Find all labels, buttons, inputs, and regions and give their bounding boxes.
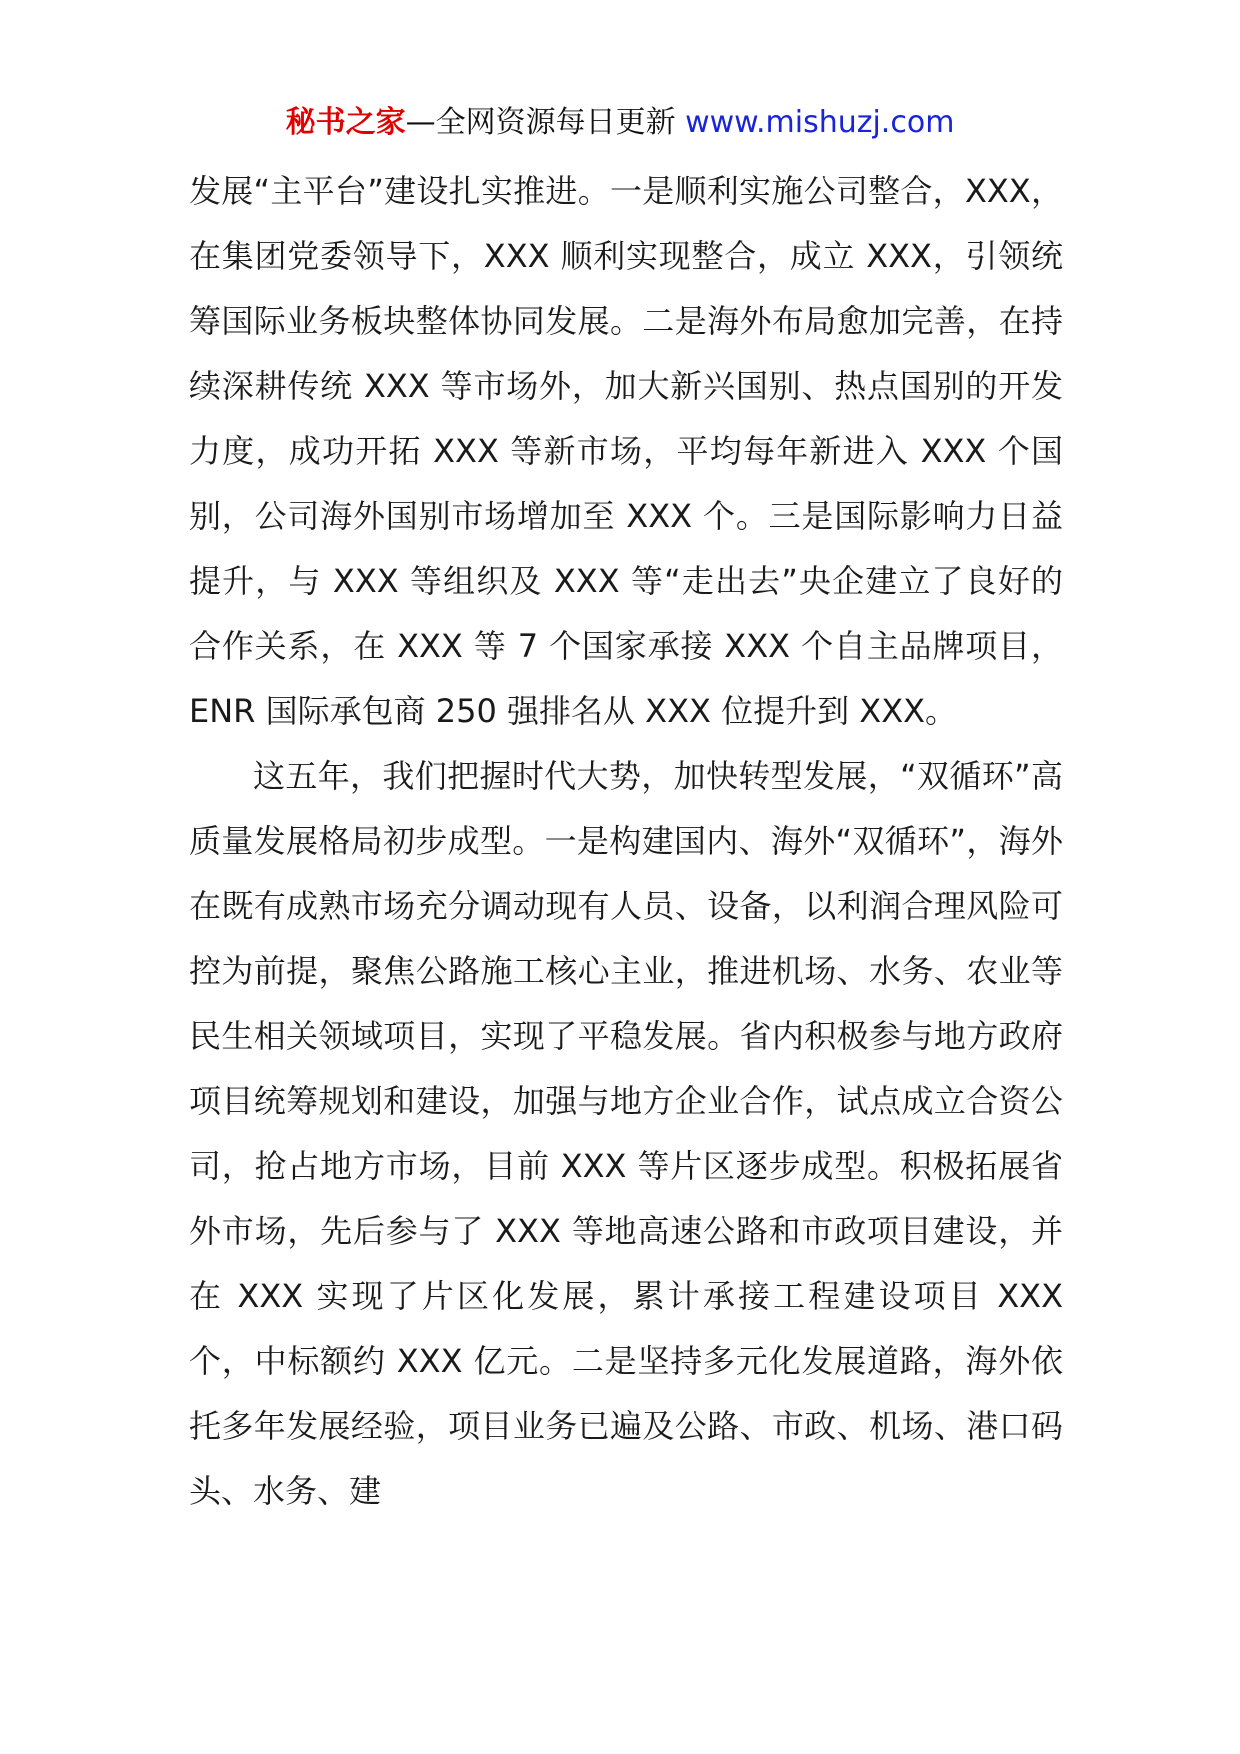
paragraph: 这五年，我们把握时代大势，加快转型发展，“双循环”高质量发展格局初步成型。一是构建国内、海外“双循环”，海外在既有成熟市场充分调动现有人员、设备，以利润合理风险可控为前提，聚焦公路施工核心主业，推进机场、水务、农业等民生相关领域项目，实现了平稳发展。省内积极参与地方政府项目统筹规划和建设，加强与地方企业合作，试点成立合资公司，抢占地方市场，目前 XXX 等片区逐步成型。积极拓展省外市场，先后参与了 XXX 等地高速公路和市政项目建设，并在 XXX 实现了片区化发展，累计承接工程建设项目 XXX 个，中标额约 XXX 亿元。二是坚持多元化发展道路，海外依托多年发展经验，项目业务已遍及公路、市政、机场、港口码头、水务、建 bbox=[189, 757, 1063, 1510]
brand-name: 秘书之家 bbox=[285, 105, 406, 140]
header-tagline: —全网资源每日更新 bbox=[405, 105, 676, 140]
document-body bbox=[189, 159, 1063, 1524]
paragraph-continued: 发展“主平台”建设扎实推进。一是顺利实施公司整合，XXX，在集团党委领导下，XXX 顺利实现整合，成立 XXX，引领统筹国际业务板块整体协同发展。二是海外布局愈加完善，在持续深耕传统 XXX 等市场外，加大新兴国别、热点国别的开发力度，成功开拓 XXX 等新市场，平均每年新进入 XXX 个国别，公司海外国别市场增加至 XXX 个。三是国际影响力日益提升，与 XXX 等组织及 XXX 等“走出去”央企建立了良好的合作关系，在 XXX 等 7 个国家承接 XXX 个自主品牌项目，ENR 国际承包商 250 强排名从 XXX 位提升到 XXX。 bbox=[189, 172, 1063, 730]
website-url: www.mishuzj.com bbox=[675, 105, 955, 140]
page-header bbox=[0, 100, 1240, 146]
